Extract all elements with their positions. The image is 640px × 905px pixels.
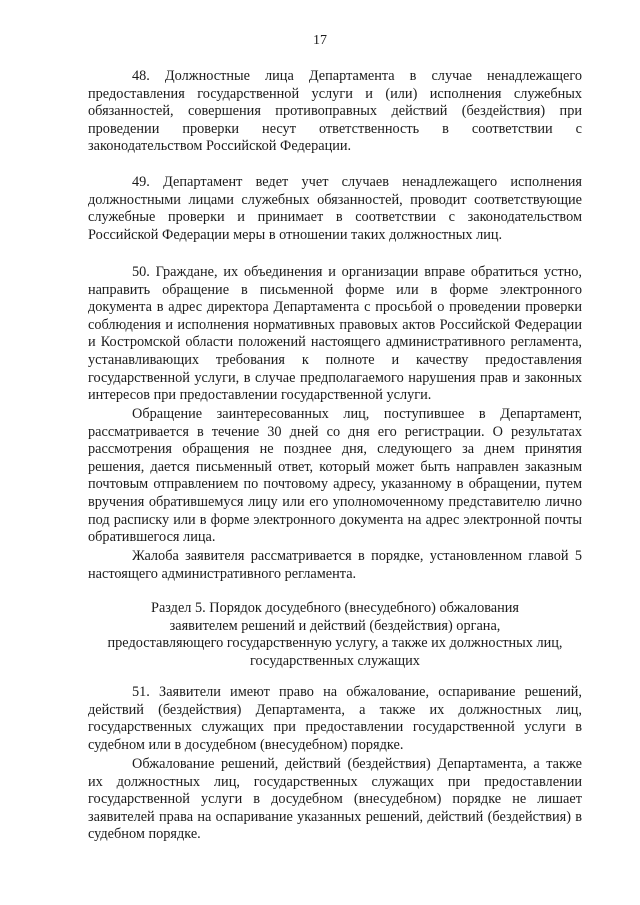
section-heading-line: Раздел 5. Порядок досудебного (внесудебного) обжалования (151, 600, 519, 616)
section-heading (88, 600, 582, 670)
page-number: 17 (313, 33, 327, 48)
paragraph-appeal-review: Обращение заинтересованных лиц, поступившее в Департамент, рассматривается в течение 30 дней со дня его регистрации. О результатах рассмотрения обращения не позднее дня, следующего за днем принятия решения, дается письменный ответ, который может быть направлен заказным почтовым отправлением по почтовому адресу, указанному в обращении, путем вручения обратившемуся лицу или его уполномоченному представителю лично под расписку или в форме электронного документа на адрес электронной почты обратившегося лица. (88, 406, 582, 546)
paragraph-complaint: Жалоба заявителя рассматривается в порядке, установленном главой 5 настоящего административного регламента. (88, 548, 582, 582)
paragraph-pretrial-appeal: Обжалование решений, действий (бездействия) Департамента, а также их должностных лиц, государственных служащих при предоставлении государственной услуги в досудебном (внесудебном) порядке не лишает заявителей права на оспаривание указанных решений, действий (бездействия) в судебном порядке. (88, 756, 582, 843)
paragraph-50: 50. Граждане, их объединения и организации вправе обратиться устно, направить обращение в письменной форме или в форме электронного документа в адрес директора Департамента с просьбой о проведении проверки соблюдения и исполнения нормативных правовых актов Российской Федерации и Костромской области положений настоящего административного регламента, устанавливающих требования к полноте и качеству предоставления государственной услуги, в случае предполагаемого нарушения прав и законных интересов при предоставлении государственной услуги. (88, 264, 582, 404)
paragraph-48: 48. Должностные лица Департамента в случае ненадлежащего предоставления государственной услуги и (или) исполнения служебных обязанностей, совершения противоправных действий (бездействия) при проведении проверки несут ответственность в соответствии с законодательством Российской Федерации. (88, 68, 582, 155)
section-heading-line: заявителем решений и действий (бездействия) органа, (169, 617, 501, 634)
section-heading-line: предоставляющего государственную услугу, а также их должностных лиц, (107, 635, 563, 651)
section-heading-line: государственных служащих (250, 652, 420, 669)
paragraph-49: 49. Департамент ведет учет случаев ненадлежащего исполнения должностными лицами служебных обязанностей, проводит соответствующие служебные проверки и принимает в соответствии с законодательством Российской Федерации меры в отношении таких должностных лиц. (88, 174, 582, 243)
paragraph-51: 51. Заявители имеют право на обжалование, оспаривание решений, действий (бездействия) Департамента, а также их должностных лиц, государственных служащих при предоставлении государственной услуги в судебном или в досудебном (внесудебном) порядке. (88, 684, 582, 753)
